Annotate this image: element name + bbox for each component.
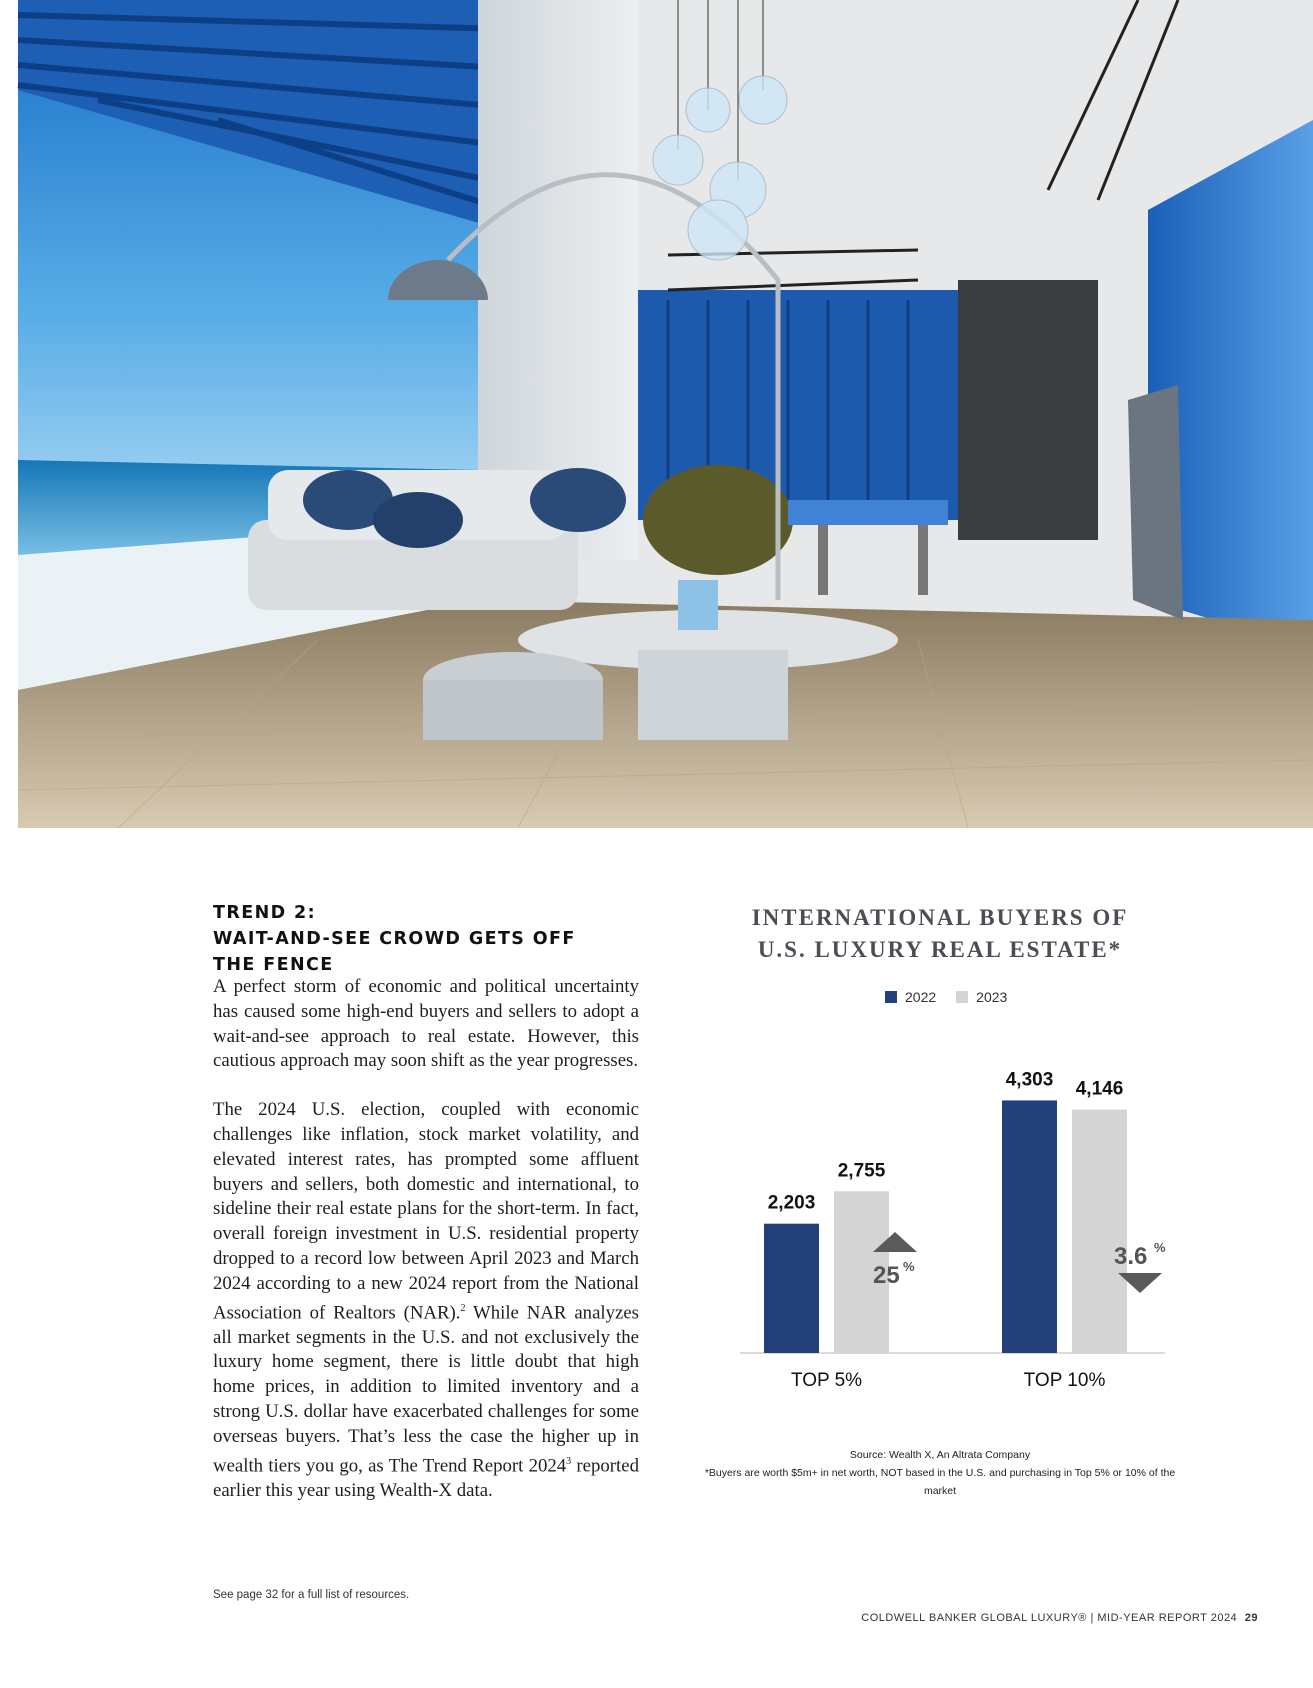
data-label-2022-1: 4,303 bbox=[1005, 1069, 1054, 1091]
page-footer bbox=[861, 1612, 1258, 1624]
data-label-2023-0: 2,755 bbox=[837, 1160, 886, 1182]
chart-legend bbox=[885, 989, 1007, 1005]
bar-2023-1 bbox=[1072, 1110, 1127, 1353]
bar-chart bbox=[720, 1030, 1166, 1391]
data-label-2023-1: 4,146 bbox=[1075, 1078, 1124, 1100]
change-value-1: 3.6 bbox=[1114, 1243, 1148, 1270]
article-body bbox=[213, 975, 639, 1527]
change-unit-1: % bbox=[1154, 1240, 1166, 1255]
buyers-footnote: *Buyers are worth $5m+ in net worth, NOT based in the U.S. and purchasing in Top 5% or 10% of the market bbox=[704, 1467, 1176, 1497]
hero-image bbox=[18, 0, 1313, 828]
footnote-ref-2: 2 bbox=[460, 1302, 466, 1314]
chart-title-line-2: U.S. LUXURY REAL ESTATE* bbox=[757, 937, 1123, 962]
bar-2022-0 bbox=[764, 1224, 819, 1353]
heading-line-2: THE FENCE bbox=[213, 955, 334, 975]
change-unit-0: % bbox=[903, 1259, 915, 1274]
legend-item-2022 bbox=[885, 989, 936, 1005]
chart-title-line-1: INTERNATIONAL BUYERS OF bbox=[751, 905, 1129, 930]
paragraph-2: The 2024 U.S. election, coupled with economic challenges like inflation, stock market volatility, and elevated interest rates, has prompted some affluent buyers and sellers, both domestic and international, to sideline their real estate plans for the short-term. In fact, overall foreign investment in U.S. residential property dropped to a record low between April 2023 and March 2024 according to a new 2024 report from the National Association of Realtors (NAR).$^2$ While NAR analyzes all market segments in the U.S. and not exclusively the luxury home segment, there is little doubt that high home prices, in addition to limited inventory and a strong U.S. dollar have exacerbated challenges for some overseas buyers. That’s less the case the higher up in wealth tiers you go, as The Trend Report 2024$^3$ reported earlier this year using Wealth-X data. bbox=[213, 1099, 639, 1501]
resources-note: See page 32 for a full list of resources. bbox=[213, 1589, 410, 1601]
footer-text: COLDWELL BANKER GLOBAL LUXURY® | MID-YEAR REPORT 2024 bbox=[861, 1612, 1238, 1624]
legend-swatch-2023 bbox=[956, 991, 968, 1003]
legend-label-2022: 2022 bbox=[905, 989, 937, 1005]
legend-swatch-2022 bbox=[885, 991, 897, 1003]
heading-line-1: WAIT-AND-SEE CROWD GETS OFF bbox=[213, 929, 576, 949]
category-label-1: TOP 10% bbox=[1023, 1370, 1106, 1391]
legend-label-2023: 2023 bbox=[976, 989, 1008, 1005]
footnote-ref-3: 3 bbox=[566, 1455, 572, 1467]
article-heading bbox=[213, 900, 653, 978]
legend-item-2023 bbox=[956, 989, 1007, 1005]
data-label-2022-0: 2,203 bbox=[767, 1192, 816, 1214]
trend-label: TREND 2: bbox=[213, 903, 317, 923]
chart-title bbox=[720, 902, 1160, 966]
paragraph-1: A perfect storm of economic and political uncertainty has caused some high-end buyers and sellers to adopt a wait-and-see approach to real estate. However, this cautious approach may soon shift as the year progresses. bbox=[213, 976, 639, 1072]
bar-2022-1 bbox=[1002, 1100, 1057, 1353]
change-value-0: 25 bbox=[873, 1262, 900, 1289]
category-label-0: TOP 5% bbox=[790, 1370, 863, 1391]
chart-source bbox=[700, 1446, 1180, 1500]
source-line: Source: Wealth X, An Altrata Company bbox=[849, 1449, 1031, 1461]
page-number: 29 bbox=[1244, 1612, 1258, 1624]
